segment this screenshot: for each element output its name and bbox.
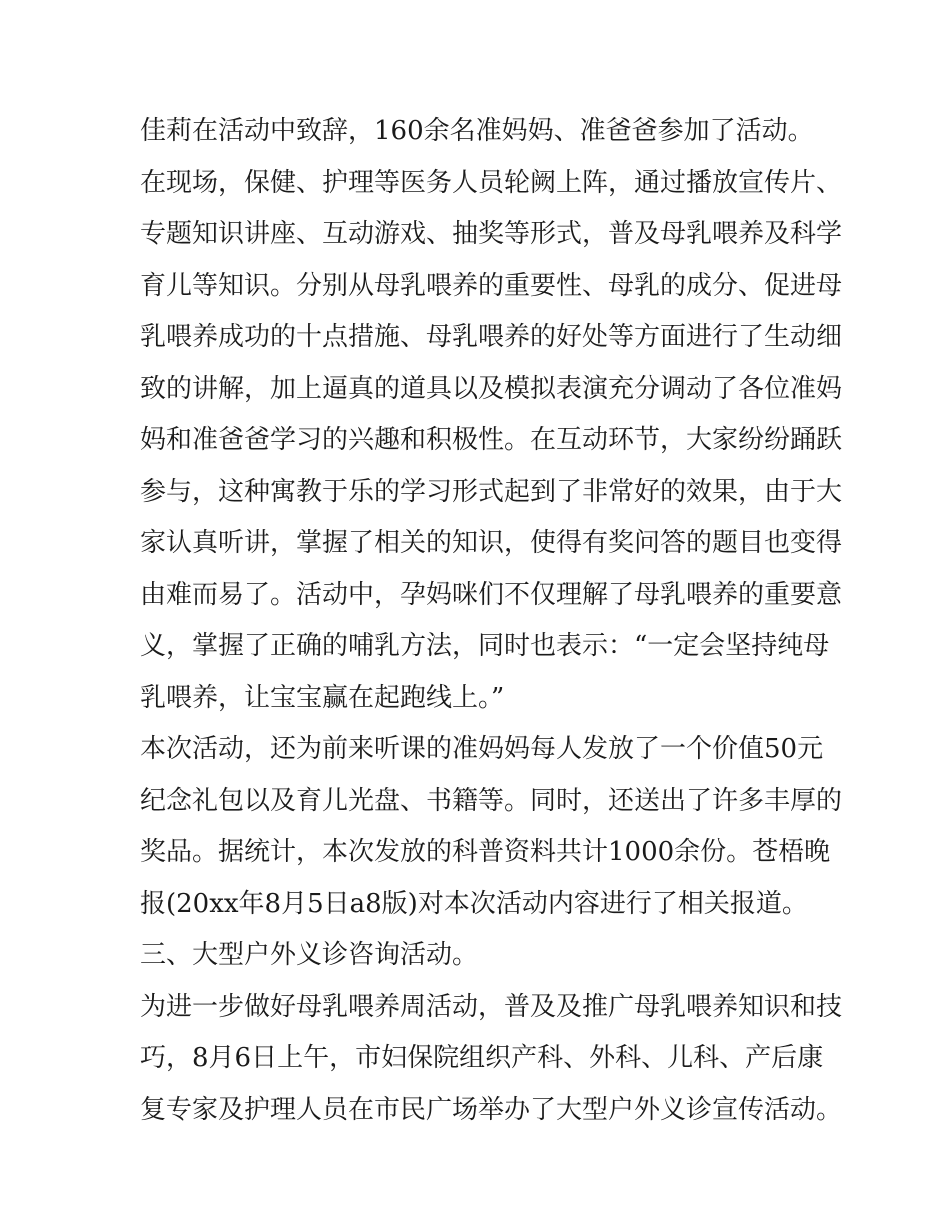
text-line: 家认真听讲，掌握了相关的知识，使得有奖问答的题目也变得: [140, 528, 843, 558]
text-line: 本次活动，还为前来听课的准妈妈每人发放了一个价值50元: [140, 734, 824, 764]
text-line: 由难而易了。活动中，孕妈咪们不仅理解了母乳喂养的重要意: [140, 579, 843, 610]
text-line: 报(20xx年8月5日a8版)对本次活动内容进行了相关报道。: [140, 888, 808, 919]
body-text: [140, 106, 843, 1136]
text-line: 为进一步做好母乳喂养周活动，普及及推广母乳喂养知识和技: [140, 991, 843, 1022]
text-line: 奖品。据统计，本次发放的科普资料共计1000余份。苍梧晚: [140, 837, 831, 867]
text-line: 在现场，保健、护理等医务人员轮阙上阵，通过播放宣传片、: [140, 167, 843, 198]
text-line: 纪念礼包以及育儿光盘、书籍等。同时，还送出了许多丰厚的: [140, 785, 843, 816]
text-line: 育儿等知识。分别从母乳喂养的重要性、母乳的成分、促进母: [140, 270, 843, 301]
text-line: 佳莉在活动中致辞，160余名准妈妈、准爸爸参加了活动。: [140, 116, 814, 146]
text-line: 参与，这种寓教于乐的学习形式起到了非常好的效果，由于大: [140, 476, 843, 507]
text-line: 复专家及护理人员在市民广场举办了大型户外义诊宣传活动。: [140, 1094, 843, 1125]
text-line: 致的讲解，加上逼真的道具以及模拟表演充分调动了各位准妈: [140, 373, 843, 404]
text-line: 妈和准爸爸学习的兴趣和积极性。在互动环节，大家纷纷踊跃: [140, 425, 843, 455]
section-heading: 三、大型户外义诊咨询活动。: [140, 940, 479, 970]
text-line: 专题知识讲座、互动游戏、抽奖等形式，普及母乳喂养及科学: [140, 219, 843, 249]
text-line: 义，掌握了正确的哺乳方法，同时也表示：“一定会坚持纯母: [140, 631, 830, 661]
text-line: 巧，8月6日上午，市妇保院组织产科、外科、儿科、产后康: [140, 1043, 824, 1073]
text-line: 乳喂养，让宝宝赢在起跑线上。”: [140, 682, 505, 713]
text-line: 乳喂养成功的十点措施、母乳喂养的好处等方面进行了生动细: [140, 322, 843, 352]
